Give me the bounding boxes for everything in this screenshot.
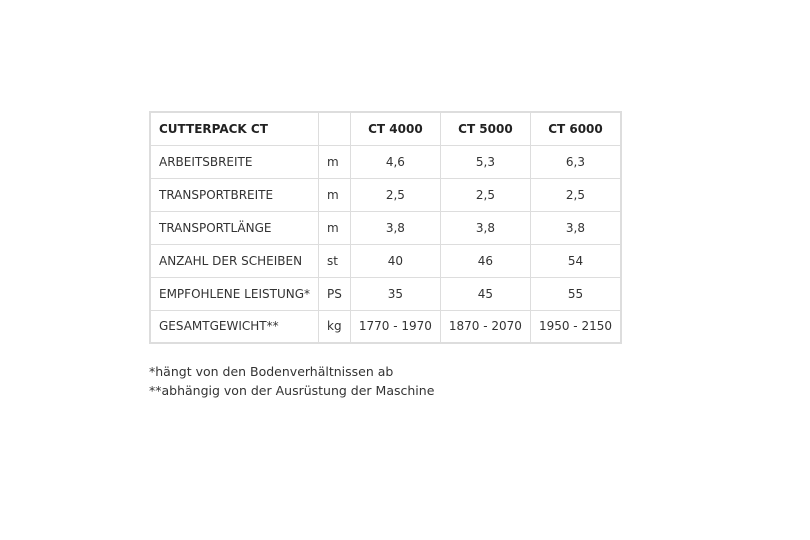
- header-model: CT 5000: [440, 112, 530, 145]
- row-value: 46: [440, 244, 530, 277]
- row-value: 6,3: [530, 145, 621, 178]
- row-value: 55: [530, 277, 621, 310]
- table-row: [150, 178, 621, 211]
- row-value: 1950 - 2150: [530, 310, 621, 343]
- footnote-soil: *hängt von den Bodenverhältnissen ab: [149, 364, 394, 379]
- row-label: ANZAHL DER SCHEIBEN: [150, 244, 319, 277]
- header-product-name: CUTTERPACK CT: [150, 112, 319, 145]
- table-header-row: [150, 112, 621, 145]
- row-value: 4,6: [350, 145, 440, 178]
- header-model: CT 4000: [350, 112, 440, 145]
- row-label: EMPFOHLENE LEISTUNG*: [150, 277, 319, 310]
- table-row: [150, 211, 621, 244]
- row-value: 3,8: [530, 211, 621, 244]
- row-value: 1770 - 1970: [350, 310, 440, 343]
- row-value: 2,5: [350, 178, 440, 211]
- row-label: ARBEITSBREITE: [150, 145, 319, 178]
- row-unit: PS: [319, 277, 351, 310]
- row-label: TRANSPORTBREITE: [150, 178, 319, 211]
- spec-table: [149, 111, 622, 344]
- row-value: 45: [440, 277, 530, 310]
- row-unit: kg: [319, 310, 351, 343]
- row-unit: m: [319, 145, 351, 178]
- footnotes: [149, 362, 434, 400]
- row-value: 1870 - 2070: [440, 310, 530, 343]
- row-label: TRANSPORTLÄNGE: [150, 211, 319, 244]
- table-row: [150, 277, 621, 310]
- row-value: 5,3: [440, 145, 530, 178]
- row-label: GESAMTGEWICHT**: [150, 310, 319, 343]
- table-row: [150, 145, 621, 178]
- row-value: 35: [350, 277, 440, 310]
- header-unit: [319, 112, 351, 145]
- footnote-equipment: **abhängig von der Ausrüstung der Maschine: [149, 383, 435, 398]
- row-value: 54: [530, 244, 621, 277]
- header-model: CT 6000: [530, 112, 621, 145]
- row-value: 3,8: [440, 211, 530, 244]
- row-value: 40: [350, 244, 440, 277]
- row-value: 2,5: [530, 178, 621, 211]
- table-row: [150, 244, 621, 277]
- table-row: [150, 310, 621, 343]
- row-value: 3,8: [350, 211, 440, 244]
- row-value: 2,5: [440, 178, 530, 211]
- row-unit: st: [319, 244, 351, 277]
- row-unit: m: [319, 211, 351, 244]
- row-unit: m: [319, 178, 351, 211]
